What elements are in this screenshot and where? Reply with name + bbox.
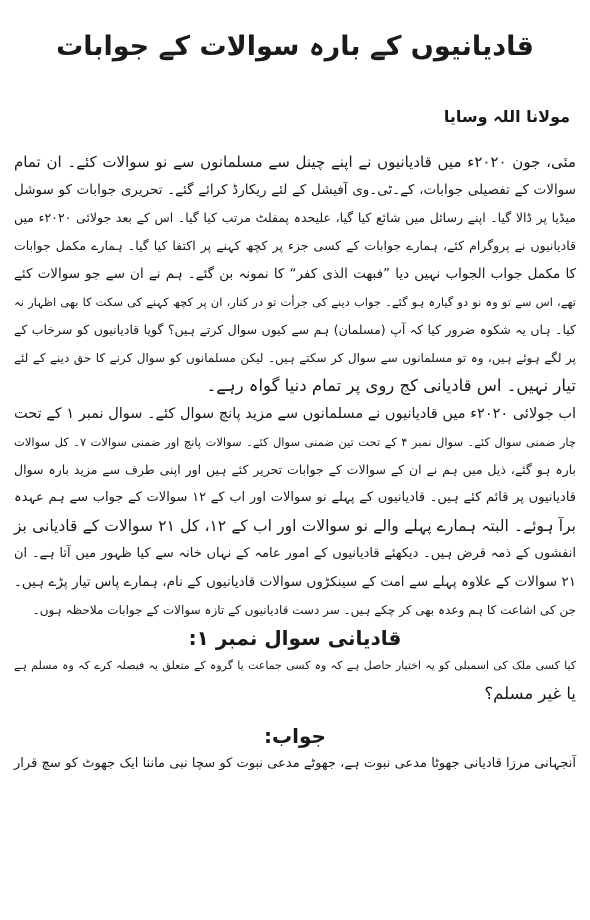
article-title: قادیانیوں کے بارہ سوالات کے جوابات — [56, 31, 534, 62]
paragraph-line: کا مکمل جواب الجواب نہیں دیا ”فبھت الذی کفر“ کا نمونہ بن گئے۔ ہم نے ان سے جو سوالات کئے — [14, 266, 576, 282]
paragraph-line: سوالات کے تفصیلی جوابات، کے۔ٹی۔وی آفیشل کے لئے ریکارڈ کرائے گئے۔ تحریری جوابات کو سوشل — [14, 182, 576, 198]
intro-paragraph — [14, 148, 576, 400]
paragraph-line: اب جولائی ۲۰۲۰ء میں قادیانیوں نے مسلمانوں سے مزید پانچ سوال کئے۔ سوال نمبر ۱ کے تحت — [14, 406, 576, 422]
paragraph-line: تیار نہیں۔ اس قادیانی کج روی پر تمام دنیا گواہ رہے۔ — [206, 376, 576, 395]
paragraph-line: ۲۱ سوالات کے علاوہ پہلے سے امت کے سینکڑوں سوالات قادیانیوں کے نام، ہمارے پاس تیار پڑے ہیں۔ — [14, 574, 576, 590]
paragraph-line: بارہ ہو گئے، ذیل میں ہم نے ان کے سوالات کے جوابات تحریر کئے ہیں اور اپنی طرف سے مزید بارہ سوال — [14, 462, 576, 477]
paragraph-line: چار ضمنی سوال کئے۔ سوال نمبر ۴ کے تحت تین ضمنی سوال کئے۔ سوالات پانچ اور ضمنی سوالات ۷۔ کل سوالات — [14, 435, 576, 449]
paragraph-line: کیا۔ ہاں یہ شکوہ ضرور کیا کہ آپ (مسلمان) ہم سے کیوں سوال کرتے ہیں؟ گویا قادیانیوں کو سرخاب کے — [14, 322, 576, 337]
answer-heading: جواب: — [264, 724, 326, 748]
paragraph-line: میڈیا پر ڈالا گیا۔ اپنے رسائل میں شائع کیا گیا، علیحدہ پمفلٹ مرتب کیا گیا۔ اس کے بعد جولائی ۲۰۲۰ء میں — [14, 210, 576, 225]
paragraph-line: تھے، اس سے تو وہ نو دو گیارہ ہو گئے۔ جواب دینے کی جرأت تو در کنار، ان پر کچھ کہنے کی سکت کا بھی اظہار نہ — [14, 295, 576, 309]
paragraph-line: آنجہانی مرزا قادیانی جھوٹا مدعی نبوت ہے، جھوٹے مدعی نبوت کو سچا نبی ماننا ایک جھوٹ کو سچ قرار — [14, 756, 576, 771]
question-heading: قادیانی سوال نمبر ۱: — [188, 626, 402, 650]
paragraph-line: جن کی اشاعت کا ہم وعدہ بھی کر چکے ہیں۔ سر دست قادیانیوں کے تازہ سوالات کے جوابات ملاحظہ ہوں۔ — [32, 603, 576, 617]
paragraph-line: انفشوں کے ذمہ قرض ہیں۔ دیکھئے قادیانیوں کے امور عامہ کے نہاں خانہ سے کیا ظہور میں آتا ہے۔ ان — [14, 546, 576, 561]
paragraph-line: برآ ہوئے۔ البتہ ہمارے پہلے والے نو سوالات اور اب کے ۱۲، کل ۲۱ سوالات کے قادیانی بز — [14, 517, 576, 535]
author-name: مولانا اللہ وسایا — [443, 107, 570, 126]
paragraph-line: مئی، جون ۲۰۲۰ء میں قادیانیوں نے اپنے چینل سے مسلمانوں سے نو سوالات کئے۔ ان تمام — [14, 153, 577, 171]
paragraph-line: قادیانیوں نے پروگرام کئے، ہمارے جوابات کے کسی جزء پر کچھ کہنے پر اکتفا کیا گیا۔ ہمارے مکمل جوابات — [14, 238, 576, 253]
paragraph-line: یا غیر مسلم؟ — [484, 684, 576, 703]
question-paragraph — [14, 652, 576, 708]
paragraph-line: پر لگے ہوئے ہیں، وہ تو مسلمانوں سے سوال کر سکتے ہیں۔ لیکن مسلمانوں کو سوال کرنے کا حق دینے کے لئے — [14, 351, 576, 365]
paragraph-line: قادیانیوں پر قائم کئے ہیں۔ قادیانیوں کے پہلے نو سوالات اور اب کے ۱۲ سوالات کے جواب سے ہم عہدہ — [14, 490, 576, 505]
article-body — [14, 148, 576, 778]
paragraph-line: کیا کسی ملک کی اسمبلی کو یہ اختیار حاصل ہے کہ وہ کسی جماعت یا گروہ کے متعلق یہ فیصلہ کرے کہ وہ مسلم ہے — [14, 659, 576, 672]
second-paragraph — [14, 400, 576, 624]
answer-paragraph — [14, 750, 576, 778]
